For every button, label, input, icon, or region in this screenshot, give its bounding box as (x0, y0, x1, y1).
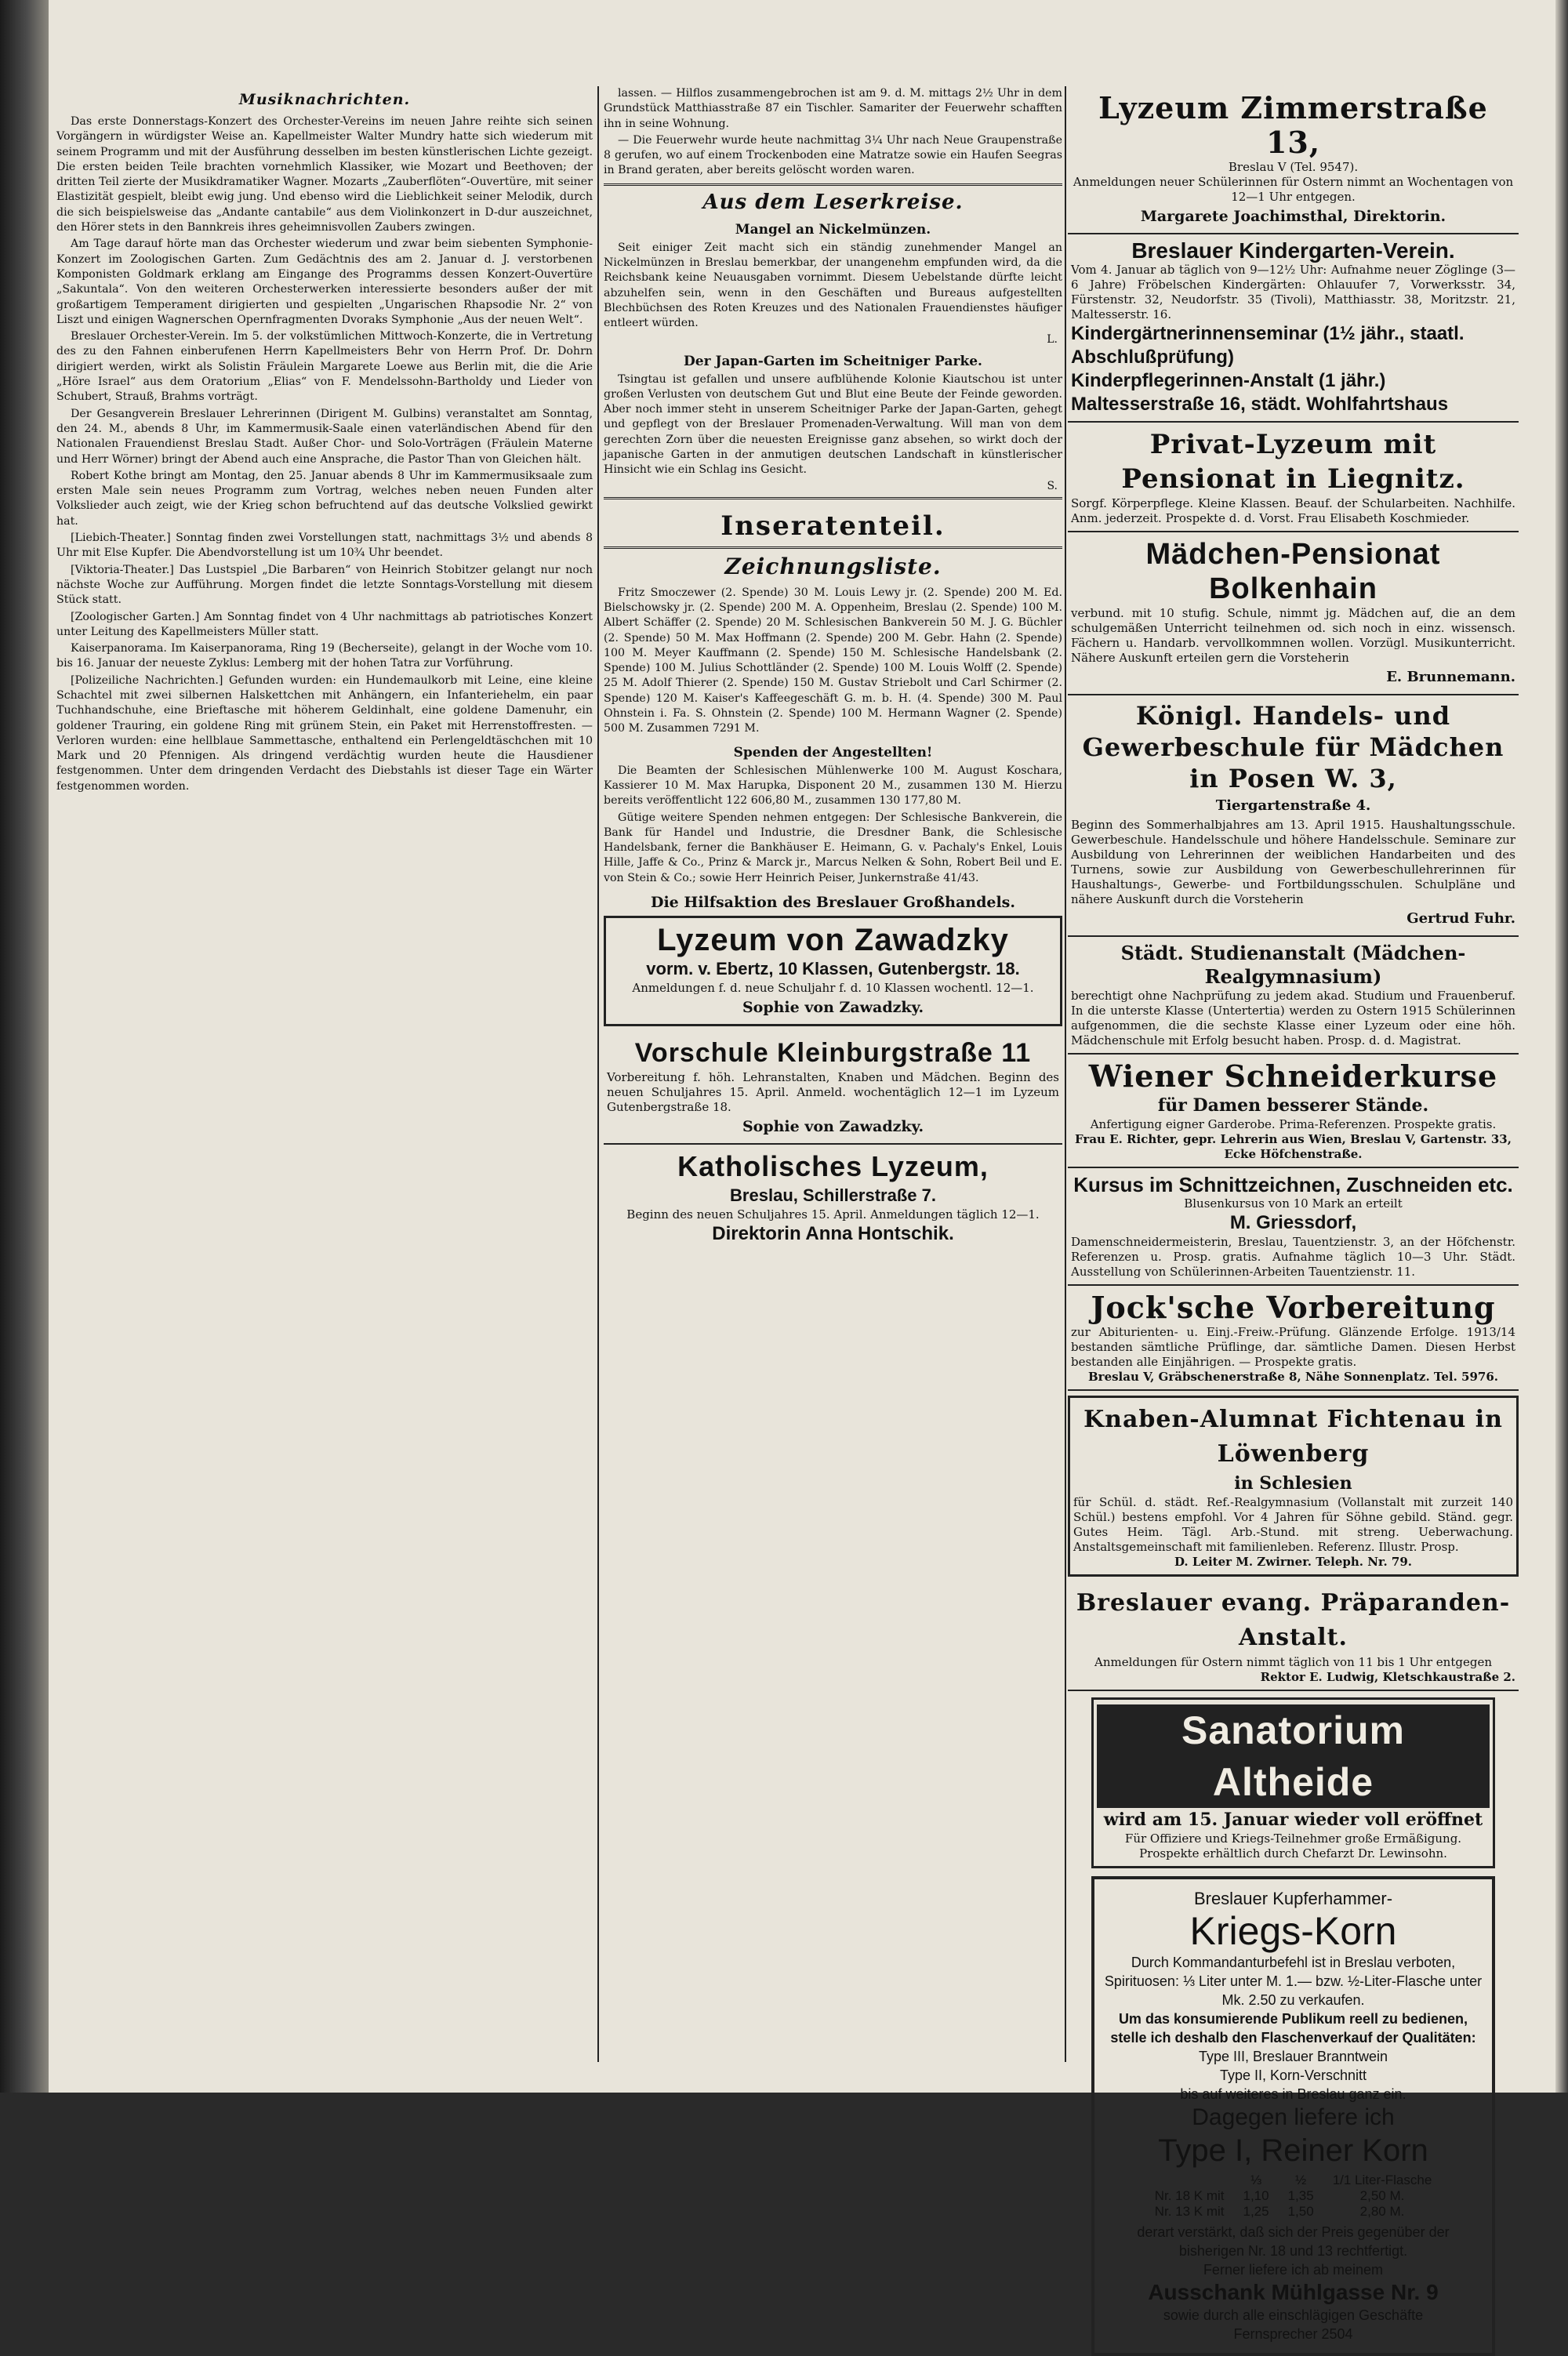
ad-text: Ferner liefere ich ab meinem (1203, 2262, 1384, 2278)
divider (604, 497, 1062, 499)
ad-line: Kindergärtnerinnenseminar (1½ jähr., staatl. Abschlußprüfung) (1071, 323, 1465, 368)
ad-handelsschule-posen (1068, 695, 1519, 937)
book-spine (0, 0, 49, 2093)
ad-jock-vorbereitung (1068, 1286, 1519, 1391)
ad-text: bis auf weiteres in Breslau ganz ein. (1180, 2086, 1406, 2102)
ad-title: Knaben-Alumnat Fichtenau in Löwenberg (1083, 1406, 1503, 1468)
ad-subtitle: in Schlesien (1234, 1473, 1352, 1494)
article-paragraph: Robert Kothe bringt am Montag, den 25. Januar abends 8 Uhr im Kammermusiksaale zum ersten Male sein neues Programm zum Vortrag, welches neben neuen Funden alter Volkslieder auch zeigt, wie der Krieg schon befruchtend auf das deutsche Volkslied gewirkt hat. (56, 469, 593, 528)
article-paragraph: Am Tage darauf hörte man das Orchester wiederum und zwar beim siebenten Symphonie-Konzert im Zoologischen Garten. Zum Gedächtnis des am 2. Januar d. J. verstorbenen Komponisten Goldmark erklang am Eingange des Programms dessen Konzert-Ouvertüre „Sakuntala“. Von den weiteren Orchesterwerken interessierte besonders außer der mit großartigem Temperament dirigierten und gespielten „Ungarischen Rhapsodie Nr. 2“ von Liszt und einigen Wagnerschen Opernfragmenten Dvoraks Symphonie „Aus der neuen Welt“. (56, 238, 593, 326)
column-rule (597, 86, 599, 2062)
ad-katholisches-lyzeum (604, 1145, 1062, 1251)
article-signature: L. (1047, 332, 1058, 346)
ad-title: Vorschule Kleinburgstraße 11 (634, 1037, 1032, 1068)
ad-title: Wiener Schneiderkurse (1088, 1058, 1498, 1094)
ad-text: für Schül. d. städt. Ref.-Realgymnasium (Vollanstalt mit zurzeit 140 Schül.) bestens empfohl. Vor 4 Jahren für Söhne gebild. Ständ. gegr. Gutes Heim. Tägl. Arb.-Stund. mit streng. Ueberwachung. Anstaltsgemeinschaft mit familienleben. Referenz. Illustr. Prosp. (1073, 1495, 1513, 1554)
ad-signature: Frau E. Richter, gepr. Lehrerin aus Wien, Breslau V, Gartenstr. 33, Ecke Höfchenstraße. (1075, 1132, 1512, 1161)
ad-kriegs-korn (1091, 1876, 1495, 2356)
ad-text: Sorgf. Körperpflege. Kleine Klassen. Beauf. der Schularbeiten. Nachhilfe. Anm. jederzeit. Prospekte d. d. Vorst. Frau Elisabeth Koschmieder. (1071, 496, 1515, 525)
ad-address: Breslau, Schillerstraße 7. (730, 1185, 936, 1205)
ad-address: Breslau V, Gräbschenerstraße 8, Nähe Sonnenplatz. Tel. 5976. (1087, 1370, 1498, 1384)
ad-signature: E. Brunnemann. (1386, 669, 1515, 685)
ad-title: Königl. Handels- und Gewerbeschule für Mädchen in Posen W. 3, (1082, 701, 1504, 793)
price-header-cell (1145, 2173, 1234, 2188)
ad-signature: Direktorin Anna Hontschik. (712, 1222, 954, 1244)
ad-text: Anfertigung eigner Garderobe. Prima-Referenzen. Prospekte gratis. (1090, 1117, 1497, 1131)
article-paragraph: Tsingtau ist gefallen und unsere aufblühende Kolonie Kiautschou ist unter großen Verlusten von deutschem Gut und Blut eine Beute der Feinde geworden. Aber noch immer steht in unserem Scheitniger Parke der Japan-Garten, gehegt und gepflegt von der Breslauer Promenaden-Verwaltung. Will man von dem gerechten Zorn über die neuesten Ereignisse ganz absehen, so wirkt doch der japanische Garten in der anmutigen deutschen Landschaft in künstlerischer Hinsicht wie ein Schlag ins Gesicht. (604, 372, 1062, 477)
ad-header: Breslauer Kupferhammer- (1193, 1889, 1393, 1908)
price-cell: Nr. 18 K mit (1154, 2188, 1225, 2203)
ad-lyzeum-zimmerstrasse (1068, 86, 1519, 234)
ad-signature: D. Leiter M. Zwirner. Teleph. Nr. 79. (1174, 1555, 1413, 1569)
ad-title: Kursus im Schnittzeichnen, Zuschneiden etc. (1073, 1173, 1513, 1196)
ad-title: Lyzeum Zimmerstraße 13, (1098, 90, 1488, 160)
ad-schnittzeichnen (1068, 1168, 1519, 1286)
price-cell: 1,35 (1287, 2188, 1314, 2203)
ad-text: Type III, Breslauer Branntwein (1198, 2049, 1388, 2064)
price-cell: 2,80 M. (1359, 2204, 1405, 2219)
section-title: Aus dem Leserkreise. (702, 190, 964, 214)
divider (604, 546, 1062, 549)
ad-signature: Sophie von Zawadzky. (742, 998, 924, 1016)
ad-studienanstalt (1068, 937, 1519, 1055)
ads-section-title: Inseratenteil. (720, 510, 946, 542)
ad-signature: Gertrud Fuhr. (1406, 910, 1515, 927)
ad-title: Breslauer Kindergarten-Verein. (1131, 238, 1455, 263)
ad-maedchen-pensionat (1068, 532, 1519, 695)
price-cell: 1,10 (1243, 2188, 1269, 2203)
article-paragraph: Breslauer Orchester-Verein. Im 5. der volkstümlichen Mittwoch-Konzerte, die in Vertretung des zu den Fahnen einberufenen Herrn Kapellmeisters Behr von Herrn Prof. Dr. Dohrn dirigiert werden, wirkt als Solistin Fräulein Margarete Loewe aus Berlin mit, die die Arie „Höre Israel“ aus dem Oratorium „Elias“ von F. Mendelssohn-Bartholdy und Lieder von Schubert, Strauß, Brahms vorträgt. (56, 330, 593, 404)
ad-subtitle: Breslau V (Tel. 9547). (1228, 160, 1359, 174)
ad-text: Um das konsumierende Publikum reell zu bedienen, stelle ich deshalb den Flaschenverkauf der Qualitäten: (1110, 2011, 1476, 2046)
article-paragraph: Die Beamten der Schlesischen Mühlenwerke 100 M. August Koschara, Kassierer 10 M. Max Harupka, Disponent 20 M., zusammen 130 M. Hierzu bereits veröffentlicht 122 606,80 M., zusammen 130 177,80 M. (604, 764, 1062, 808)
price-header-cell: 1/1 Liter-Flasche (1332, 2173, 1432, 2187)
article-paragraph: [Zoologischer Garten.] Am Sonntag findet von 4 Uhr nachmittags ab patriotisches Konzert unter Leitung des Kapellmeisters Müller statt. (56, 610, 593, 638)
ad-privat-lyzeum-liegnitz (1068, 423, 1519, 532)
ad-title: Jock'sche Vorbereitung (1091, 1290, 1496, 1325)
price-header-cell: ⅓ (1250, 2173, 1262, 2187)
ad-text: Beginn des Sommerhalbjahres am 13. April 1915. Haushaltungsschule. Gewerbeschule. Handelsschule und höhere Handelsschule. Seminare zur Ausbildung von Lehrerinnen der weiblichen Handarbeiten und des Turnens, sowie zur Ausbildung von Gewerbeschullehrerinnen für Haushaltungs-, Gewerbe- und Fortbildungsschulen. Schulpläne und nähere Auskunft durch die Vorsteherin (1071, 818, 1515, 906)
ad-text: Ausschank Mühlgasse Nr. 9 (1148, 2280, 1439, 2304)
ad-signature: Margarete Joachimsthal, Direktorin. (1140, 208, 1446, 225)
ad-text: Vorbereitung f. höh. Lehranstalten, Knaben und Mädchen. Beginn des neuen Schuljahres 15. April. Anmeld. wochentäglich 12—1 im Lyzeum Gutenbergstraße 18. (607, 1069, 1059, 1114)
ad-signature: Sophie von Zawadzky. (742, 1117, 924, 1135)
ad-text: wird am 15. Januar wieder voll eröffnet (1103, 1810, 1483, 1830)
article-signature: S. (1047, 479, 1058, 492)
ad-line: Kinderpflegerinnen-Anstalt (1 jähr.) (1071, 370, 1386, 391)
ad-vorschule (604, 1031, 1062, 1145)
ad-text: Anmeldungen f. d. neue Schuljahr f. d. 10 Klassen wochentl. 12—1. (632, 980, 1034, 995)
ad-phone: Fernsprecher 2504 (1233, 2326, 1353, 2342)
article-paragraph: Kaiserpanorama. Im Kaiserpanorama, Ring 19 (Becherseite), gelangt in der Woche vom 10. bis 16. Januar der neueste Zyklus: Lemberg mit der hohen Tatra zur Vorführung. (56, 642, 593, 670)
article-paragraph: [Viktoria-Theater.] Das Lustspiel „Die Barbaren“ von Heinrich Stobitzer gelangt nur noch nächste Woche zur Aufführung. Morgen findet die letzte Sonntags-Vorstellung mit diesem Stück statt. (56, 563, 593, 607)
price-header-cell: ½ (1295, 2173, 1307, 2187)
list-title: Zeichnungsliste. (724, 553, 942, 579)
article-paragraph: Gütige weitere Spenden nehmen entgegen: Der Schlesische Bankverein, die Bank für Handel und Industrie, die Dresdner Bank, die Schlesische Handelsbank, ferner die Bankhäuser E. Heimann, G. v. Pachaly's Enkel, Louis Hille, Jaffe & Co., Prinz & Marck jr., Marcus Nelken & Sohn, Robert Beil und E. von Stein & Co.; sowie Herr Heinrich Peiser, Junkernstraße 41/43. (604, 811, 1062, 884)
ad-title: Katholisches Lyzeum, (677, 1149, 989, 1182)
column-advertisements (1068, 86, 1519, 2342)
column-readers-ads (604, 86, 1062, 2070)
column-music-news (56, 86, 593, 2062)
ad-title: Sanatorium Altheide (1097, 1704, 1490, 1808)
ad-knaben-alumnat (1068, 1396, 1519, 1577)
ad-text: Vom 4. Januar ab täglich von 9—12½ Uhr: Aufnahme neuer Zöglinge (3—6 Jahre) Fröbelschen Kindergärten: Ohlauufer 7, Vorwerksstr. 34, Fürstenstr. 32, Neudorfstr. 35 (Tivoli), Matthiasstr. 38, Moritzstr. 21, Maltesserstr. 16. (1071, 263, 1515, 321)
price-cell: 2,50 M. (1359, 2188, 1405, 2203)
ad-text: Durch Kommandanturbefehl ist in Breslau verboten, Spirituosen: ⅓ Liter unter M. 1.— bzw. ½-Liter-Flasche unter Mk. 2.50 zu verkaufen. (1104, 1955, 1483, 2008)
article-paragraph: [Liebich-Theater.] Sonntag finden zwei Vorstellungen statt, nachmittags 3½ und abends 8 Uhr mit Else Kupfer. Die Abendvorstellung ist um 10¾ Uhr beendet. (56, 532, 593, 560)
price-table-header (1145, 2173, 1442, 2188)
ad-text: Damenschneidermeisterin, Breslau, Tauentzienstr. 3, an der Höfchenstr. Referenzen u. Prosp. gratis. Aufnahme täglich 10—3 Uhr. Städt. Ausstellung von Schülerinnen-Arbeiten Tauentzienstr. 11. (1071, 1235, 1515, 1279)
ad-text: Anmeldungen neuer Schülerinnen für Ostern nimmt an Wochentagen von 12—1 Uhr entgegen. (1073, 175, 1514, 204)
ad-text: Anmeldungen für Ostern nimmt täglich von 11 bis 1 Uhr entgegen (1094, 1655, 1492, 1669)
ad-text: Blusenkursus von 10 Mark an erteilt (1184, 1196, 1403, 1211)
article-subtitle: Mangel an Nickelmünzen. (735, 221, 931, 238)
ad-praeparanden-anstalt (1068, 1581, 1519, 1691)
ad-text: Dagegen liefere ich (1192, 2104, 1395, 2130)
article-paragraph: Das erste Donnerstags-Konzert des Orchester-Vereins im neuen Jahre reihte sich seinen Vorgängern in würdigster Weise an. Kapellmeister Walter Mundry hatte sich wiederum mit seinem Programm und mit der Ausführung desselben im besten künstlerischen Lichte gezeigt. Die ersten beiden Teile brachten vornehmlich Klassiker, wie Mozart und Beethoven; der dritten Teil zierte der Musikdramatiker Wagner. Mozarts „Zauberflöten“-Ouvertüre, mit seiner Elastizität gespielt, bleibt ewig jung. Und ebenso wird die Lieblichkeit seiner Melodik, durch die sich beispielsweise das „Andante cantabile“ aus dem Violinkonzert in D-dur auszeichnet, den Hörer stets in den Bannkreis ihres geheimnisvollen Zaubers zwingen. (56, 115, 593, 234)
ad-subtitle: vorm. v. Ebertz, 10 Klassen, Gutenbergstr. 18. (646, 958, 1020, 978)
ad-kindergarten-verein (1068, 234, 1519, 423)
ad-text: zur Abiturienten- u. Einj.-Freiw.-Prüfung. Glänzende Erfolge. 1913/14 bestanden sämtliche Prüflinge, dar. sämtliche Damen. Diesen Herbst bestanden alle Einjährigen. — Prospekte gratis. (1071, 1325, 1515, 1369)
ad-title: Breslauer evang. Präparanden-Anstalt. (1076, 1589, 1511, 1651)
ad-signature: M. Griessdorf, (1229, 1212, 1357, 1233)
ad-text: verbund. mit 10 stufig. Schule, nimmt jg. Mädchen auf, die an dem schulgemäßen Unterricht teilnehmen od. sich noch in einz. wissensch. Fächern u. Handarb. vervollkommnen wollen. Vorzügl. Musikunterricht. Nähere Auskunft erteilen gern die Vorsteherin (1071, 606, 1515, 665)
article-subtitle: Spenden der Angestellten! (733, 744, 933, 761)
ad-sanatorium-altheide (1091, 1697, 1495, 1868)
article-signature: Die Hilfsaktion des Breslauer Großhandels. (650, 893, 1015, 911)
ad-text: Für Offiziere und Kriegs-Teilnehmer große Ermäßigung. Prospekte erhältlich durch Chefarzt Dr. Lewinsohn. (1124, 1831, 1462, 1860)
column-rule (1065, 86, 1066, 2062)
ad-subtitle: für Damen besserer Stände. (1157, 1095, 1429, 1116)
ad-signature: Rektor E. Ludwig, Kletschkaustraße 2. (1260, 1670, 1515, 1684)
price-cell: 1,50 (1287, 2204, 1314, 2219)
article-paragraph: Seit einiger Zeit macht sich ein ständig zunehmender Mangel an Nickelmünzen in Breslau bemerkbar, der unangenehm empfunden wird, da die Reichsbank keine Neuausgaben vornimmt. Diesem Uebelstande dürfte leicht abzuhelfen sein, wenn in den Geschäften und Bureaus aufgestellten Blechbüchsen des Roten Kreuzes und des Nationalen Frauendienstes häufiger entleert würden. (604, 241, 1062, 330)
price-cell: Nr. 13 K mit (1154, 2204, 1225, 2219)
ad-text: Type II, Korn-Verschnitt (1219, 2067, 1367, 2083)
page-edge (1555, 0, 1568, 2093)
article-paragraph: — Die Feuerwehr wurde heute nachmittag 3¼ Uhr nach Neue Graupenstraße 8 gerufen, wo auf einem Trockenboden eine Matratze sowie ein Haufen Seegras in Brand geraten, aber bereits gelöscht worden waren. (604, 133, 1062, 177)
ad-lyzeum-zawadzky (604, 916, 1062, 1026)
price-cell: 1,25 (1243, 2204, 1269, 2219)
ad-text: berechtigt ohne Nachprüfung zu jedem akad. Studium und Frauenberuf. In die unterste Klasse (Untertertia) werden zu Ostern 1915 Schülerinnen aufgenommen, die die sechste Klasse einer Lyzeum oder eine höh. Mädchenschule mit Erfolg besucht haben. Prosp. d. d. Magistrat. (1071, 989, 1515, 1047)
ad-address: Tiergartenstraße 4. (1215, 797, 1371, 814)
divider (604, 183, 1062, 186)
price-table (1145, 2173, 1442, 2220)
price-row (1145, 2188, 1442, 2204)
article-subtitle: Der Japan-Garten im Scheitniger Parke. (684, 353, 982, 369)
ad-text: derart verstärkt, daß sich der Preis gegenüber der bisherigen Nr. 18 und 13 rechtfertigt. (1137, 2224, 1450, 2259)
price-row (1145, 2204, 1442, 2220)
article-paragraph: [Polizeiliche Nachrichten.] Gefunden wurden: ein Hundemaulkorb mit Leine, eine kleine Schachtel mit zwei silbernen Halskettchen mit Anhängern, ein Infanteriehelm, ein paar Tuchhandschuhe, eine Brieftasche mit höherem Geldinhalt, eine goldene Damenuhr, ein goldener Trauring, ein goldene Ring mit grünem Stein, ein Paket mit Herrenstoffresten. — Verloren wurden: eine hellblaue Sammettasche, enthaltend ein Perlengeldtäschchen mit 10 Mark und 20 Pfennigen. Als dringend verdächtig wurden heute die Hausdiener festgenommen. Unter dem dringenden Verdacht des Diebstahls ist dieser Tage ein Wärter festgenommen worden. (56, 673, 593, 793)
ad-line: Maltesserstraße 16, städt. Wohlfahrtshaus (1071, 394, 1449, 415)
ad-product-title: Type I, Reiner Korn (1158, 2133, 1428, 2168)
ad-text: Beginn des neuen Schuljahres 15. April. Anmeldungen täglich 12—1. (626, 1207, 1040, 1222)
article-paragraph: Der Gesangverein Breslauer Lehrerinnen (Dirigent M. Gulbins) veranstaltet am Sonntag, den 24. M., abends 8 Uhr, im Kammermusik-Saale einen vaterländischen Abend für den Nationalen Frauendienst Breslau Stadt. Außer Chor- und Solo-Vorträgen (Fräulein Materne und Herr Wörner) bringt der Abend auch eine Ansprache, die Pastor Than von Gleichen hält. (56, 407, 593, 466)
ad-title: Städt. Studienanstalt (Mädchen-Realgymnasium) (1120, 942, 1466, 988)
section-title: Musiknachrichten. (238, 91, 411, 108)
ad-title: Kriegs-Korn (1189, 1909, 1397, 1953)
ad-title: Privat-Lyzeum mit Pensionat in Liegnitz. (1121, 429, 1465, 495)
ad-title: Lyzeum von Zawadzky (657, 922, 1009, 957)
ad-text: sowie durch alle einschlägigen Geschäfte (1163, 2307, 1424, 2323)
article-paragraph: lassen. — Hilflos zusammengebrochen ist am 9. d. M. mittags 2½ Uhr in dem Grundstück Matthiasstraße 87 ein Tischler. Samariter der Feuerwehr schafften ihn in seine Wohnung. (604, 87, 1062, 130)
ad-wiener-schneiderkurse (1068, 1055, 1519, 1168)
donation-list: Fritz Smoczewer (2. Spende) 30 M. Louis Lewy jr. (2. Spende) 200 M. Ed. Bielschowsky jr. (2. Spende) 200 M. A. Oppenheim, Breslau (2. Spende) 100 M. Albert Schäffer (2. Spende) 20 M. Schlesischen Bankverein 50 M. J. G. Büchler (2. Spende) 50 M. Max Hoffmann (2. Spende) 200 M. Gebr. Hahn (2. Spende) 100 M. Meyer Kauffmann (2. Spende) 150 M. Schlesische Handelsbank (2. Spende) 100 M. Julius Schottländer (2. Spende) 100 M. Louis Wolff (2. Spende) 25 M. Adolf Thierer (2. Spende) 150 M. Gustav Striebolt und Carl Schirmer (2. Spende) 120 M. Kaiser's Kaffeegeschäft G. m. b. H. (4. Spende) 300 M. Paul Ohnstein i. Fa. S. Ohnstein (2. Spende) 100 M. Hermann Wagner (2. Spende) 500 M. Zusammen 7291 M. (604, 586, 1062, 735)
ad-title: Mädchen-Pensionat Bolkenhain (1145, 538, 1441, 605)
